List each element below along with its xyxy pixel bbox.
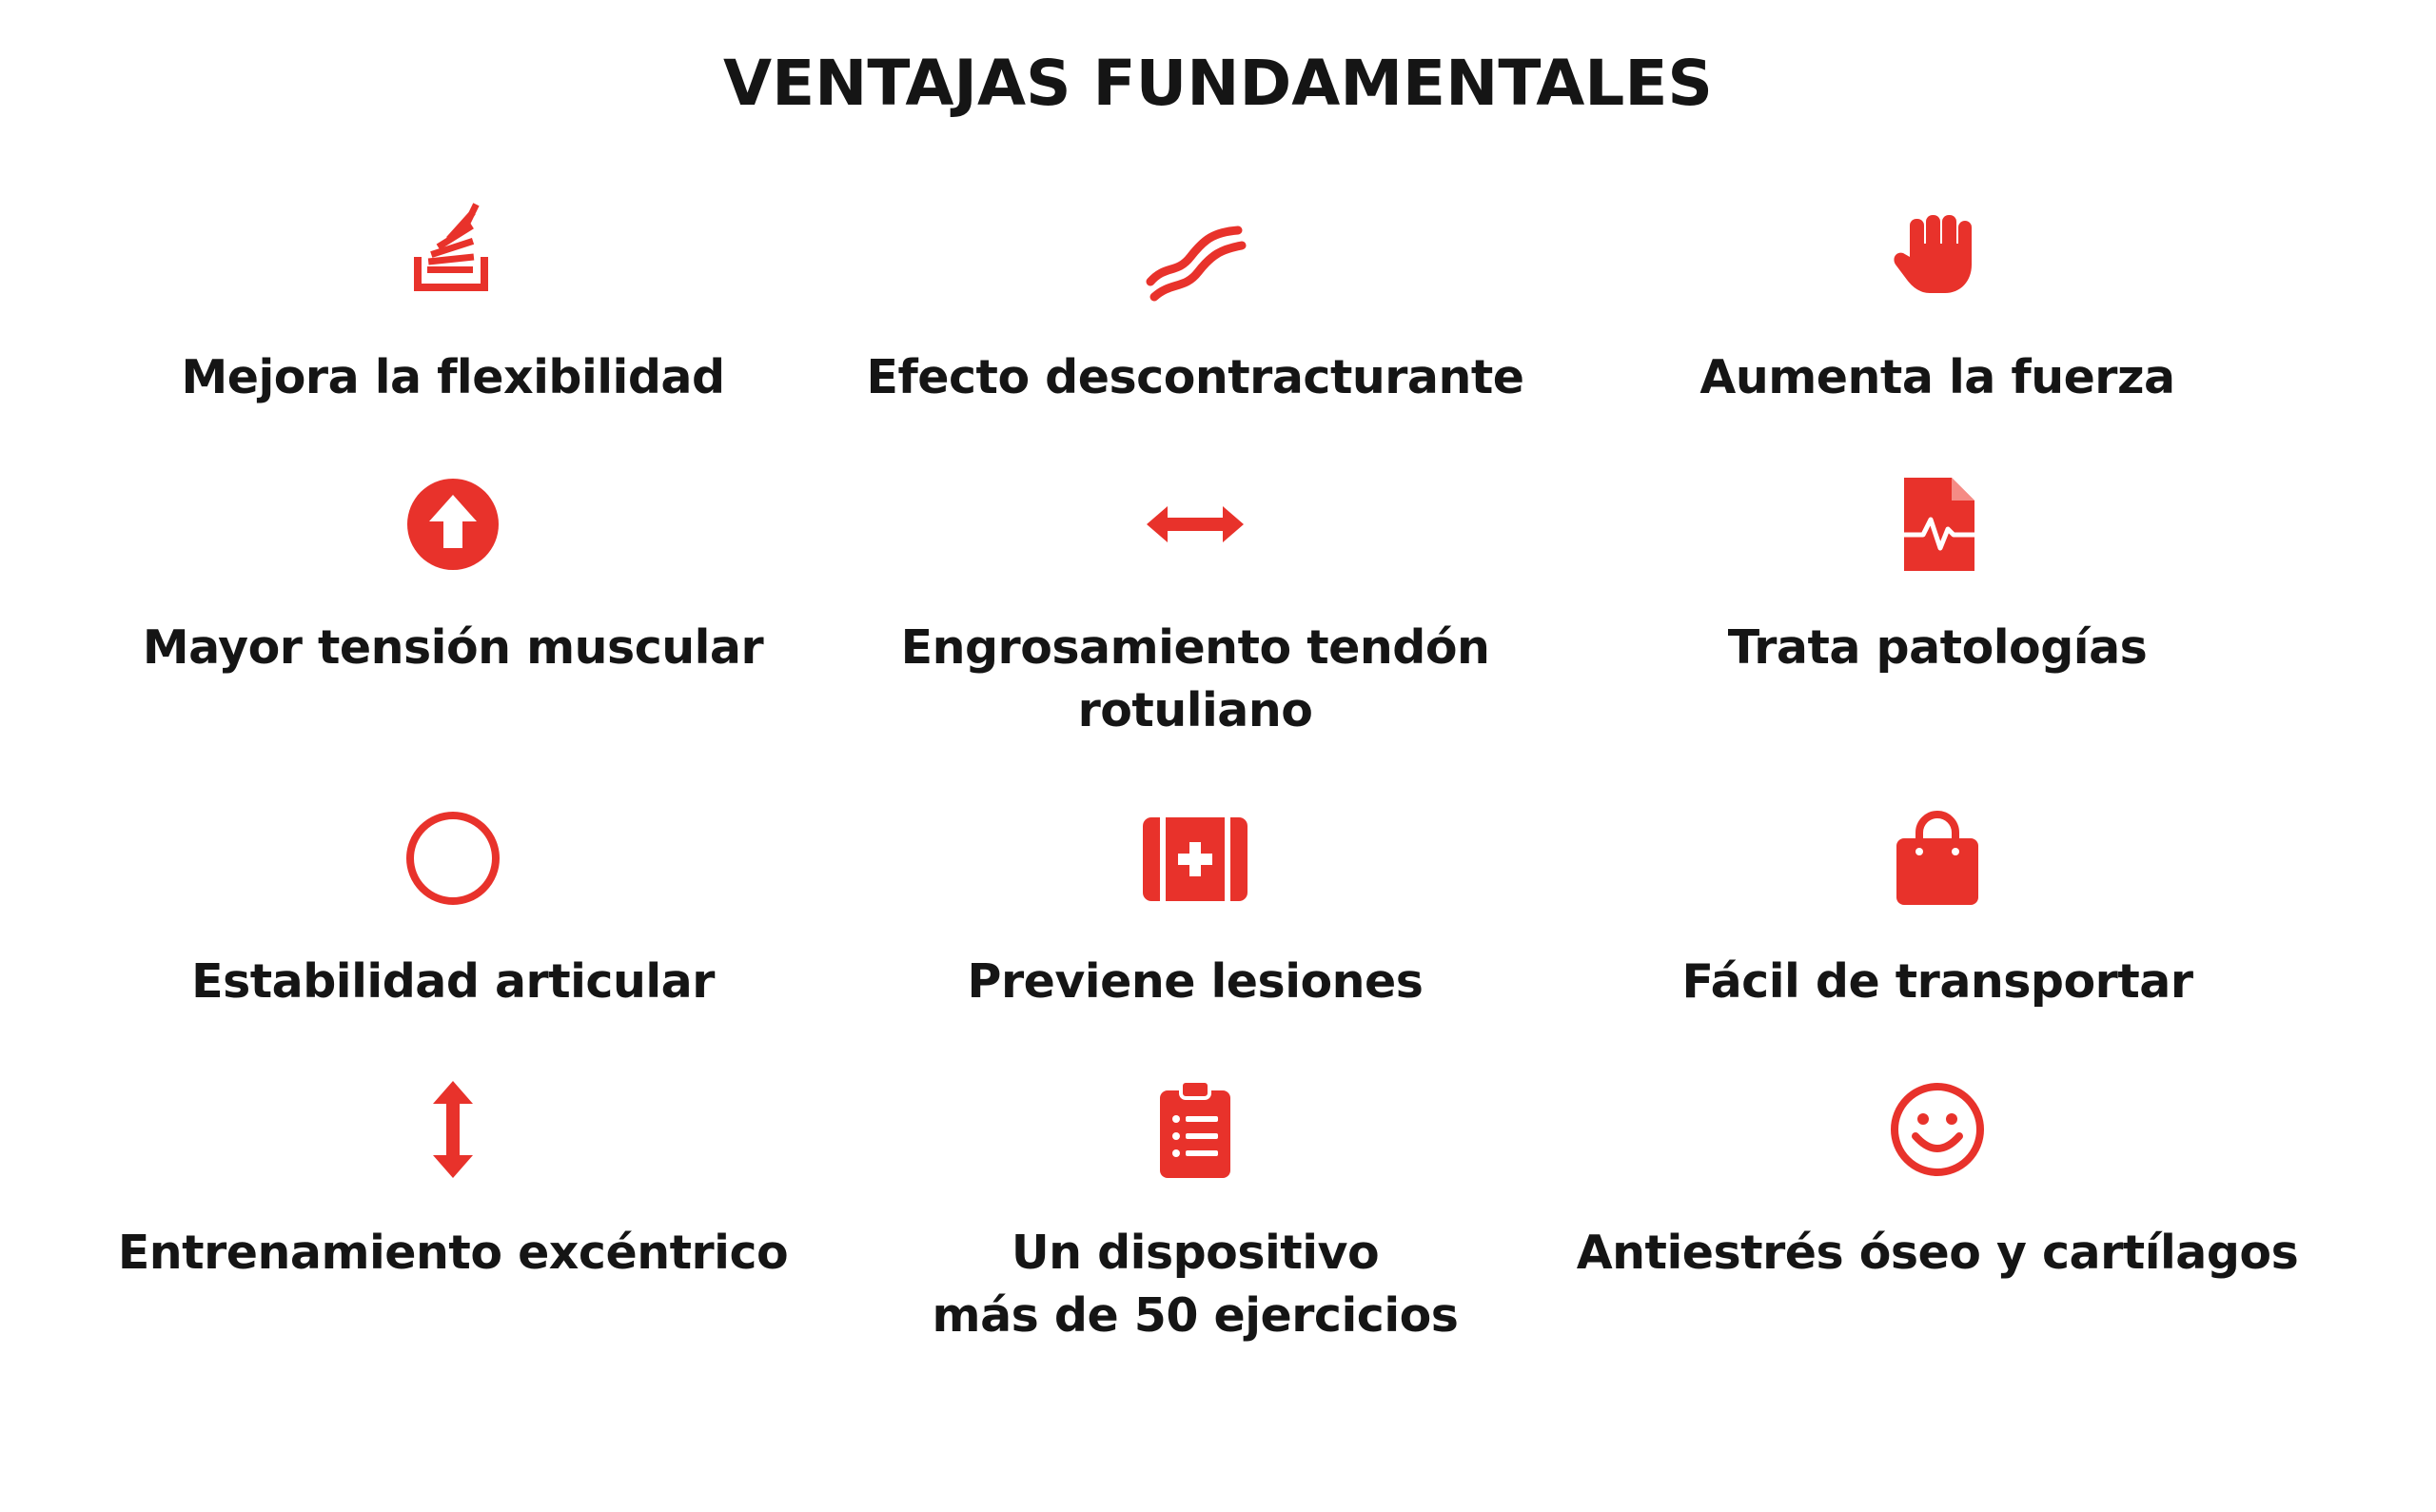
feature-label: Mejora la flexibilidad <box>181 350 725 404</box>
feature-label: Mayor tensión muscular <box>142 620 764 675</box>
page-title: VENTAJAS FUNDAMENTALES <box>723 47 1713 120</box>
feature-portability <box>1566 806 2308 1013</box>
feature-label: Entrenamiento excéntrico <box>117 1226 789 1280</box>
circle-outline-icon <box>401 806 505 911</box>
medical-file-icon <box>1885 472 1990 577</box>
horizontal-arrows-icon <box>1143 472 1247 577</box>
feature-flexibility <box>82 202 824 409</box>
smiley-face-icon <box>1885 1077 1990 1182</box>
feature-strength <box>1566 202 2308 409</box>
feature-pathologies <box>1566 472 2308 679</box>
vertical-arrows-icon <box>401 1077 505 1182</box>
feature-label: Antiestrés óseo y cartílagos <box>1576 1226 2299 1280</box>
feature-label: Aumenta la fuerza <box>1699 350 2175 404</box>
feature-multi-exercise <box>824 1077 1566 1347</box>
feature-decontracting <box>824 202 1566 409</box>
shopping-bag-icon <box>1885 806 1990 911</box>
feature-injury-prevention <box>824 806 1566 1013</box>
clipboard-list-icon <box>1143 1077 1247 1182</box>
arrow-up-circle-icon <box>401 472 505 577</box>
feature-tendon-thickening <box>824 472 1566 742</box>
feature-label: Engrosamiento tendón rotuliano <box>900 620 1490 737</box>
first-aid-kit-icon <box>1143 806 1247 911</box>
feature-label: Previene lesiones <box>967 954 1424 1009</box>
fist-icon <box>1885 202 1990 306</box>
feature-label: Estabilidad articular <box>191 954 715 1009</box>
feature-label: Efecto descontracturante <box>866 350 1524 404</box>
feature-label: Un dispositivo más de 50 ejercicios <box>932 1226 1459 1343</box>
feature-muscle-tension <box>82 472 824 679</box>
feature-anti-stress <box>1566 1077 2308 1285</box>
feature-label: Fácil de transportar <box>1681 954 2193 1009</box>
feature-label: Trata patologías <box>1727 620 2148 675</box>
stacked-lines-icon <box>401 202 505 306</box>
feature-joint-stability <box>82 806 824 1013</box>
feature-eccentric-training <box>82 1077 824 1285</box>
wave-band-icon <box>1143 202 1247 306</box>
